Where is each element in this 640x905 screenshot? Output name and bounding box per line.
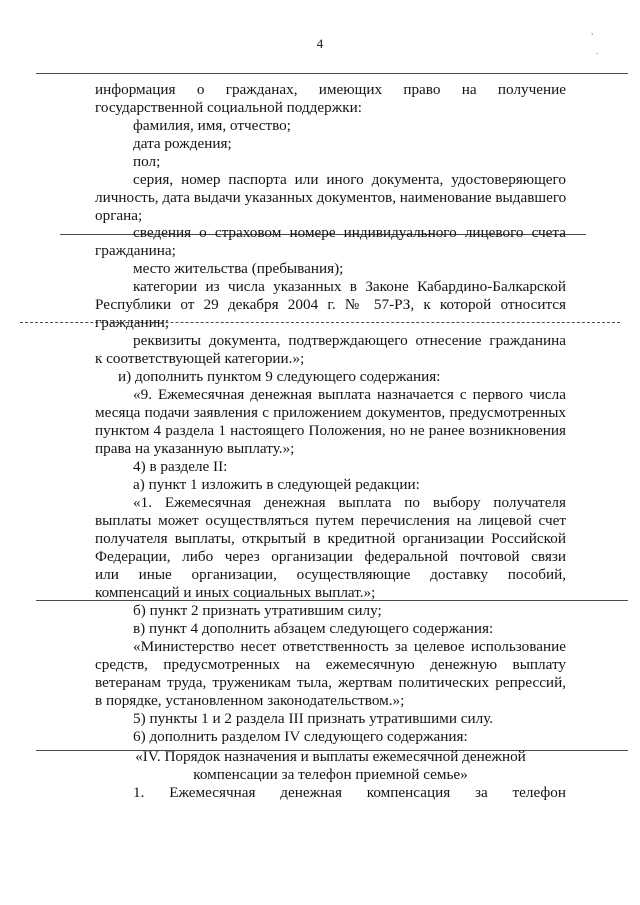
text-line: средств, предусмотренных на ежемесячную денежную выплату xyxy=(95,656,566,673)
text-line: права на указанную выплату.»; xyxy=(95,440,295,457)
text-line: а) пункт 1 изложить в следующей редакции: xyxy=(133,476,420,493)
text-line: гражданина; xyxy=(95,242,176,259)
text-line: компенсаций и иных социальных выплат.»; xyxy=(95,584,376,601)
text-line: государственной социальной поддержки: xyxy=(95,99,362,116)
text-line: информация о гражданах, имеющих право на получение xyxy=(95,81,566,98)
text-line: Федерации, либо через организации федеральной почтовой связи xyxy=(95,548,566,565)
text-line: серия, номер паспорта или иного документа, удостоверяющего xyxy=(133,171,566,188)
page-number: 4 xyxy=(316,36,324,51)
text-line: 6) дополнить разделом IV следующего содержания: xyxy=(133,728,468,745)
text-line: гражданин; xyxy=(95,314,170,331)
text-line: к соответствующей категории.»; xyxy=(95,350,305,367)
text-line: личность, дата выдачи указанных документов, наименование выдавшего xyxy=(95,189,566,206)
text-line: в порядке, установленном законодательством.»; xyxy=(95,692,405,709)
text-line: получателя выплаты, открытый в кредитной организации Российской xyxy=(95,530,566,547)
text-line: месяца подачи заявления с приложением документов, предусмотренных xyxy=(95,404,566,421)
text-line: дата рождения; xyxy=(133,135,232,152)
text-line: пол; xyxy=(133,153,161,170)
text-line: «Министерство несет ответственность за целевое использование xyxy=(133,638,566,655)
text-line: 1. Ежемесячная денежная компенсация за телефон xyxy=(133,784,566,801)
text-line: 4) в разделе II: xyxy=(133,458,228,475)
text-line: б) пункт 2 признать утратившим силу; xyxy=(133,602,382,619)
text-line: 5) пункты 1 и 2 раздела III признать утратившими силу. xyxy=(133,710,494,727)
text-line: «9. Ежемесячная денежная выплата назначается с первого числа xyxy=(133,386,566,403)
text-line: в) пункт 4 дополнить абзацем следующего содержания: xyxy=(133,620,494,637)
text-line: пунктом 4 раздела 1 настоящего Положения, но не ранее возникновения xyxy=(95,422,566,439)
scan-speck: . xyxy=(596,46,599,56)
text-line: сведения о страховом номере индивидуального лицевого счета xyxy=(133,224,566,241)
text-line: место жительства (пребывания); xyxy=(133,260,344,277)
text-line: выплаты может осуществляться путем перечисления на лицевой счет xyxy=(95,512,566,529)
scan-line xyxy=(36,73,628,74)
text-line: органа; xyxy=(95,207,143,224)
text-line: категории из числа указанных в Законе Кабардино-Балкарской xyxy=(133,278,566,295)
text-line: ветеранам труда, труженикам тыла, жертвам политических репрессий, xyxy=(95,674,566,691)
text-line: Республики от 29 декабря 2004 г. № 57-РЗ, к которой относится xyxy=(95,296,566,313)
section-heading: «IV. Порядок назначения и выплаты ежемесячной денежной xyxy=(135,748,526,765)
scan-speck: , xyxy=(591,26,594,36)
text-line: реквизиты документа, подтверждающего отнесение гражданина xyxy=(133,332,566,349)
text-line: или иные организации, осуществляющие доставку пособий, xyxy=(95,566,566,583)
section-heading: компенсации за телефон приемной семье» xyxy=(193,766,468,783)
text-line: и) дополнить пунктом 9 следующего содержания: xyxy=(118,368,441,385)
text-line: «1. Ежемесячная денежная выплата по выбору получателя xyxy=(133,494,566,511)
text-line: фамилия, имя, отчество; xyxy=(133,117,291,134)
